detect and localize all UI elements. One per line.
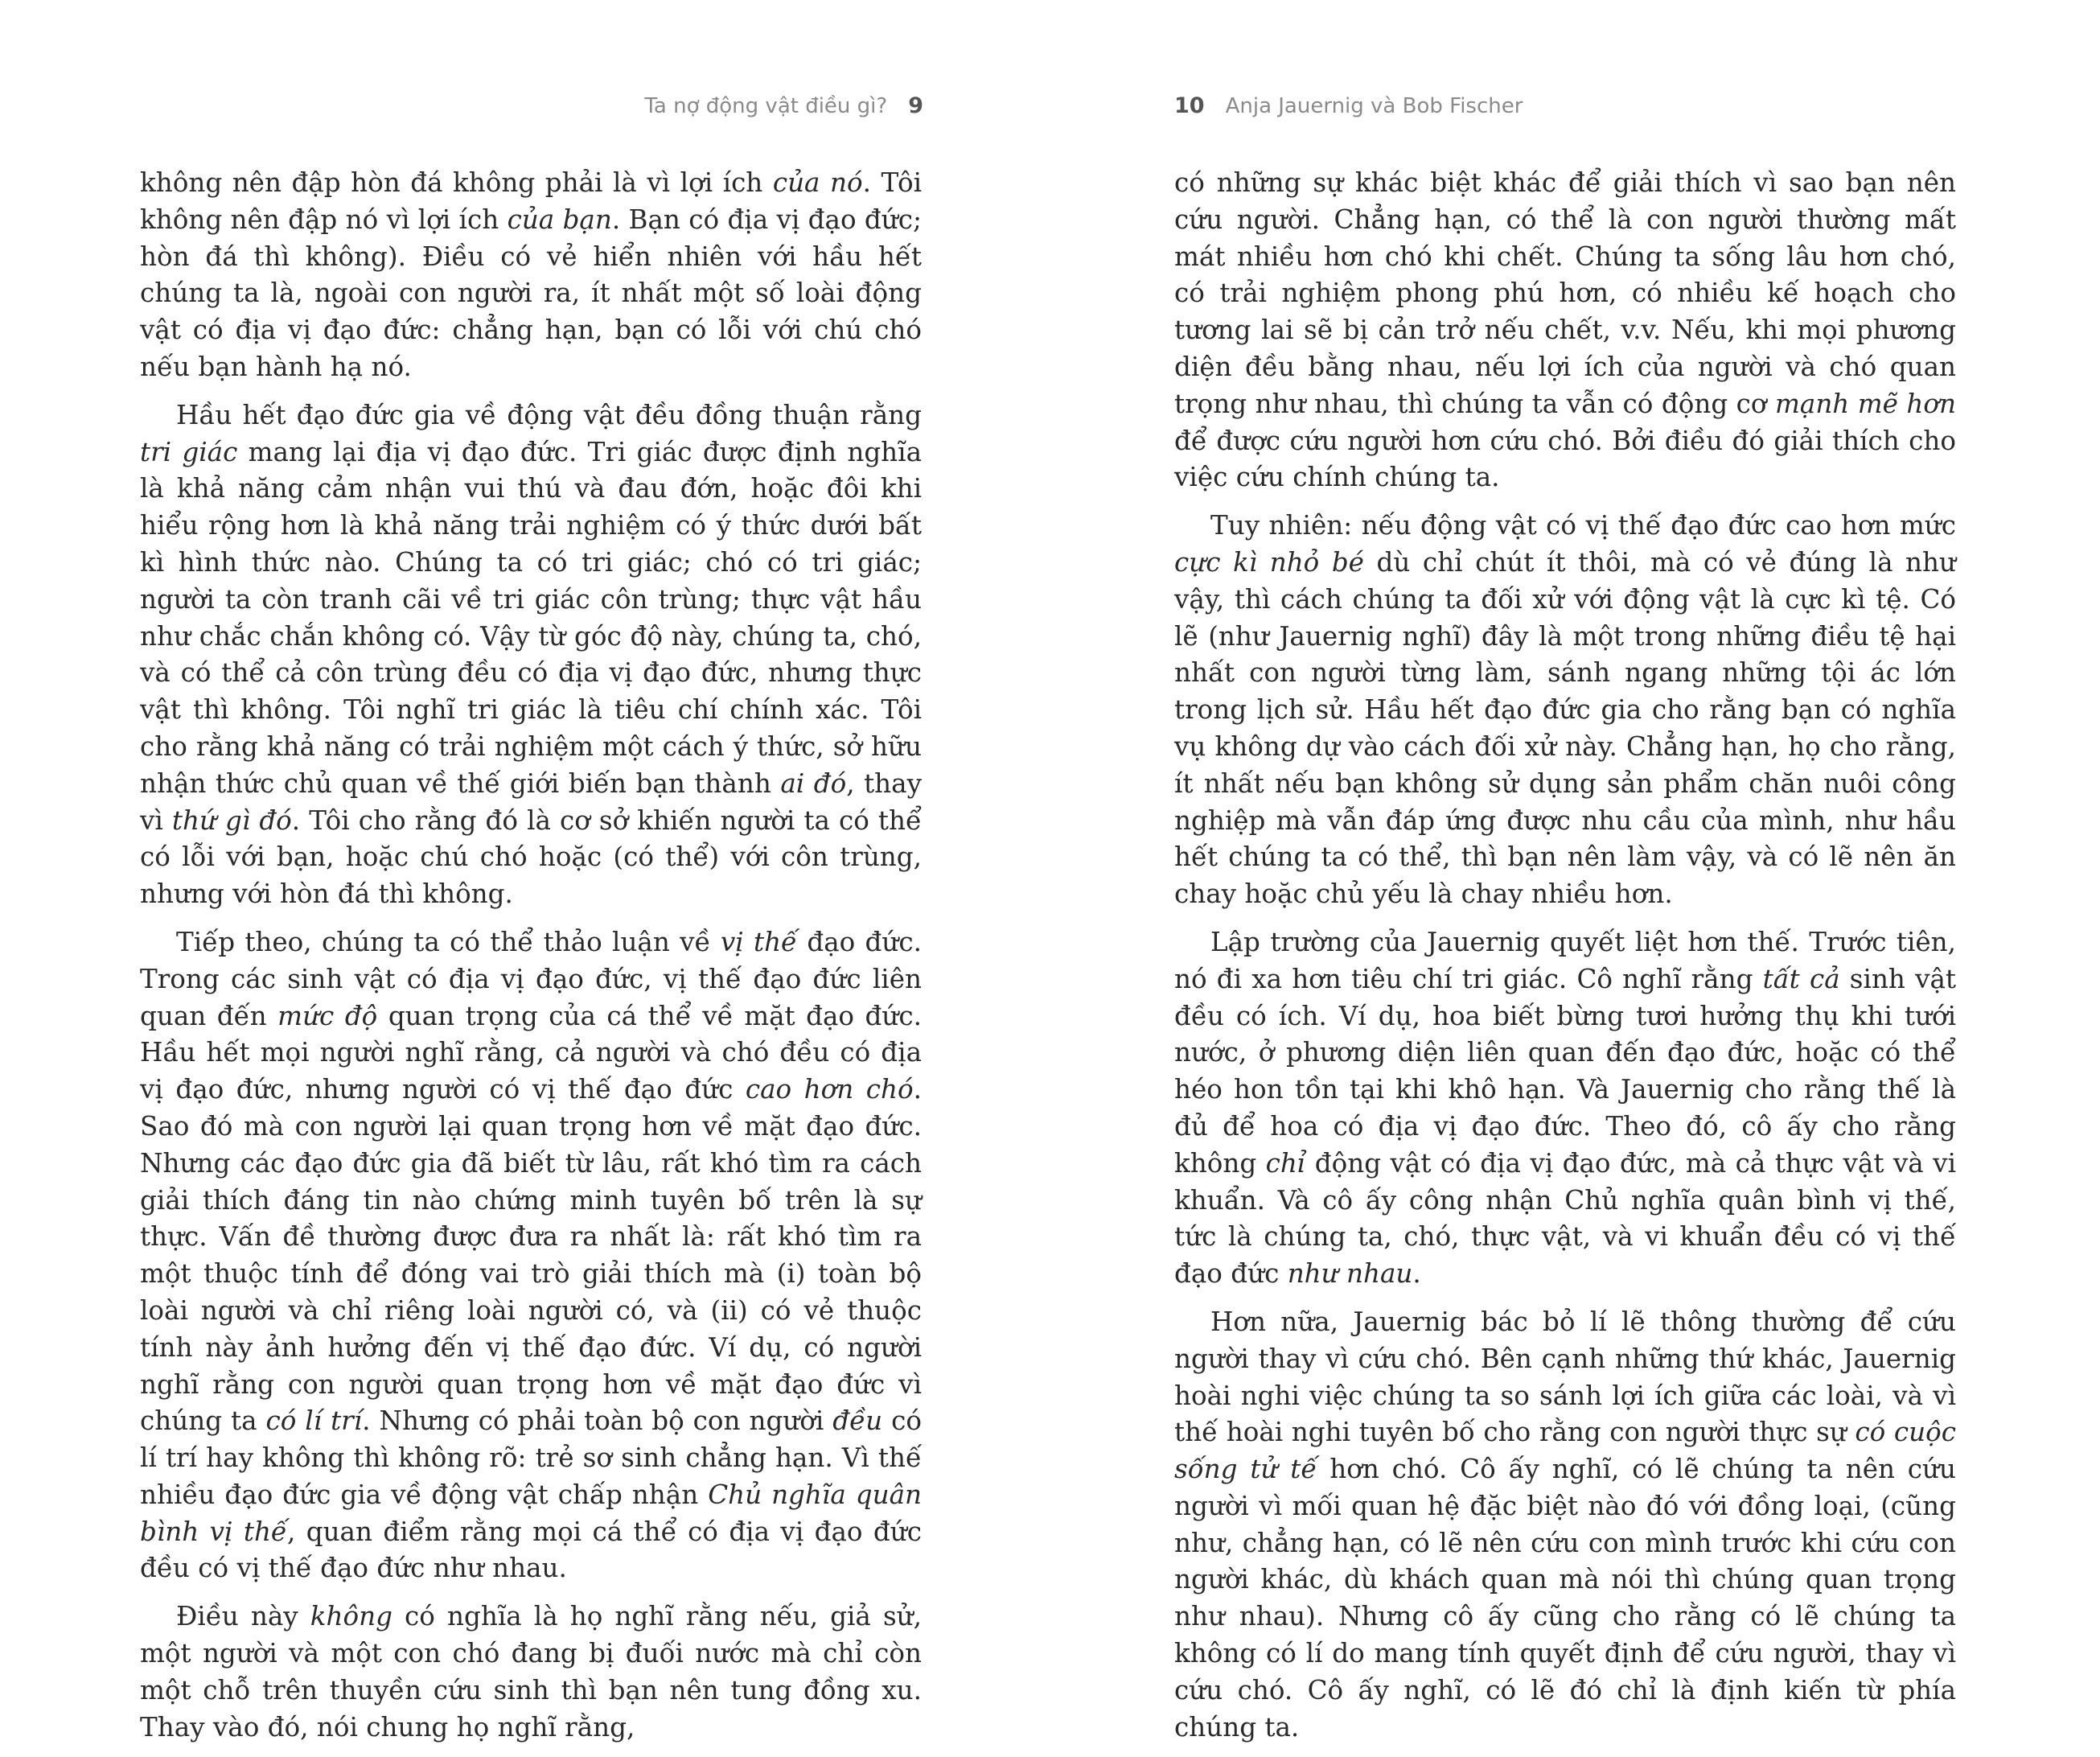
right-page-body [1174,165,1956,1757]
right-running-header [1174,90,1523,122]
emphasis: của bạn [507,204,612,235]
paragraph: Lập trường của Jauernig quyết liệt hơn thế. Trước tiên, nó đi xa hơn tiêu chí tri giác. Cô nghĩ rằng tất cả sinh vật đều có ích. Ví dụ, hoa biết bừng tươi hưởng thụ khi tưới nước, ở phương diện liên quan đến đạo đức, hoặc có thể héo hon tồn tại khi khô hạn. Và Jauernig cho rằng thế là đủ để hoa có địa vị đạo đức. Theo đó, cô ấy cho rằng không chỉ động vật có địa vị đạo đức, mà cả thực vật và vi khuẩn. Và cô ấy công nhận Chủ nghĩa quân bình vị thế, tức là chúng ta, chó, thực vật, và vi khuẩn đều có vị thế đạo đức như nhau. [1174,926,1957,1290]
paragraph: không nên đập hòn đá không phải là vì lợi ích của nó. Tôi không nên đập nó vì lợi ích của bạn. Bạn có địa vị đạo đức; hòn đá thì không). Điều có vẻ hiển nhiên với hầu hết chúng ta là, ngoài con người ra, ít nhất một số loài động vật có địa vị đạo đức: chẳng hạn, bạn có lỗi với chú chó nếu bạn hành hạ nó. [140,167,922,382]
emphasis: tất cả [1762,963,1840,994]
paragraph: Điều này không có nghĩa là họ nghĩ rằng nếu, giả sử, một người và một con chó đang bị đuối nước mà chỉ còn một chỗ trên thuyền cứu sinh thì bạn nên tung đồng xu. Thay vào đó, nói chung họ nghĩ rằng, [140,1601,923,1743]
paragraph: Tuy nhiên: nếu động vật có vị thế đạo đức cao hơn mức cực kì nhỏ bé dù chỉ chút ít thôi, mà có vẻ đúng là như vậy, thì cách chúng ta đối xử với động vật là cực kì tệ. Có lẽ (như Jauernig nghĩ) đây là một trong những điều tệ hại nhất con người từng làm, sánh ngang những tội ác lớn trong lịch sử. Hầu hết đạo đức gia cho rằng bạn có nghĩa vụ không dự vào cách đối xử này. Chẳng hạn, họ cho rằng, ít nhất nếu bạn không sử dụng sản phẩm chăn nuôi công nghiệp mà vẫn đáp ứng được nhu cầu của mình, như hầu hết chúng ta có thể, thì bạn nên làm vậy, và có lẽ nên ăn chay hoặc chủ yếu là chay nhiều hơn. [1174,510,1956,910]
emphasis: đều [832,1405,883,1437]
emphasis: vị thế [720,926,798,957]
emphasis: tri giác [140,436,238,467]
emphasis: thứ gì đó [171,804,292,836]
emphasis: có lí trí [265,1405,363,1437]
emphasis: Chủ nghĩa quân bình vị thế [140,1479,922,1547]
emphasis: mức độ [277,1000,378,1031]
paragraph: Hơn nữa, Jauernig bác bỏ lí lẽ thông thường để cứu người thay vì cứu chó. Bên cạnh những thứ khác, Jauernig hoài nghi việc chúng ta so sánh lợi ích giữa các loài, và vì thế hoài nghi tuyên bố cho rằng con người thực sự có cuộc sống tử tế hơn chó. Cô ấy nghĩ, có lẽ chúng ta nên cứu người vì mối quan hệ đặc biệt nào đó với đồng loại, (cũng như, chẳng hạn, có lẽ nên cứu con mình trước khi cứu con người khác, dù khách quan mà nói thì chúng quan trọng như nhau). Nhưng cô ấy cũng cho rằng có lẽ chúng ta không có lí do mang tính quyết định để cứu người, thay vì cứu chó. Cô ấy nghĩ, có lẽ đó chỉ là định kiến từ phía chúng ta. [1174,1306,1957,1743]
emphasis: mạnh mẽ hơn [1775,388,1956,419]
left-running-header [644,90,923,122]
emphasis: chỉ [1265,1147,1306,1179]
paragraph: có những sự khác biệt khác để giải thích vì sao bạn nên cứu người. Chẳng hạn, có thể là con người thường mất mát nhiều hơn chó khi chết. Chúng ta sống lâu hơn chó, có trải nghiệm phong phú hơn, có nhiều kế hoạch cho tương lai sẽ bị cản trở nếu chết, v.v. Nếu, khi mọi phương diện đều bằng nhau, nếu lợi ích của người và chó quan trọng như nhau, thì chúng ta vẫn có động cơ mạnh mẽ hơn để được cứu người hơn cứu chó. Bởi điều đó giải thích cho việc cứu chính chúng ta. [1174,167,1956,493]
emphasis: cao hơn chó [745,1074,914,1105]
emphasis: không [310,1601,392,1632]
right-header-title: Anja Jauernig và Bob Fischer [1225,94,1523,118]
emphasis: có cuộc sống tử tế [1174,1417,1956,1485]
left-header-title: Ta nợ động vật điều gì? [644,94,888,118]
emphasis: như nhau [1287,1258,1413,1290]
paragraph: Hầu hết đạo đức gia về động vật đều đồng thuận rằng tri giác mang lại địa vị đạo đức. Tri giác được định nghĩa là khả năng cảm nhận vui thú và đau đớn, hoặc đôi khi hiểu rộng hơn là khả năng trải nghiệm có ý thức dưới bất kì hình thức nào. Chúng ta có tri giác; chó có tri giác; người ta còn tranh cãi về tri giác côn trùng; thực vật hầu như chắc chắn không có. Vậy từ góc độ này, chúng ta, chó, và có thể cả côn trùng đều có địa vị đạo đức, nhưng thực vật thì không. Tôi nghĩ tri giác là tiêu chí chính xác. Tôi cho rằng khả năng có trải nghiệm một cách ý thức, sở hữu nhận thức chủ quan về thế giới biến bạn thành ai đó, thay vì thứ gì đó. Tôi cho rằng đó là cơ sở khiến người ta có thể có lỗi với bạn, hoặc chú chó hoặc (có thể) với côn trùng, nhưng với hòn đá thì không. [140,399,922,910]
paragraph: Tiếp theo, chúng ta có thể thảo luận về vị thế đạo đức. Trong các sinh vật có địa vị đạo đức, vị thế đạo đức liên quan đến mức độ quan trọng của cá thể về mặt đạo đức. Hầu hết mọi người nghĩ rằng, cả người và chó đều có địa vị đạo đức, nhưng người có vị thế đạo đức cao hơn chó. Sao đó mà con người lại quan trọng hơn về mặt đạo đức. Nhưng các đạo đức gia đã biết từ lâu, rất khó tìm ra cách giải thích đáng tin nào chứng minh tuyên bố trên là sự thực. Vấn đề thường được đưa ra nhất là: rất khó tìm ra một thuộc tính để đóng vai trò giải thích mà (i) toàn bộ loài người và chỉ riêng loài người có, và (ii) có vẻ thuộc tính này ảnh hưởng đến vị thế đạo đức. Ví dụ, có người nghĩ rằng con người quan trọng hơn về mặt đạo đức vì chúng ta có lí trí. Nhưng có phải toàn bộ con người đều có lí trí hay không thì không rõ: trẻ sơ sinh chẳng hạn. Vì thế nhiều đạo đức gia về động vật chấp nhận Chủ nghĩa quân bình vị thế, quan điểm rằng mọi cá thể có địa vị đạo đức đều có vị thế đạo đức như nhau. [140,926,922,1584]
right-page-number: 10 [1174,93,1205,118]
emphasis: cực kì nhỏ bé [1174,546,1364,578]
left-page-number: 9 [908,93,923,118]
left-page-body [140,165,922,1757]
emphasis: ai đó [780,767,847,799]
emphasis: của nó [772,167,863,198]
